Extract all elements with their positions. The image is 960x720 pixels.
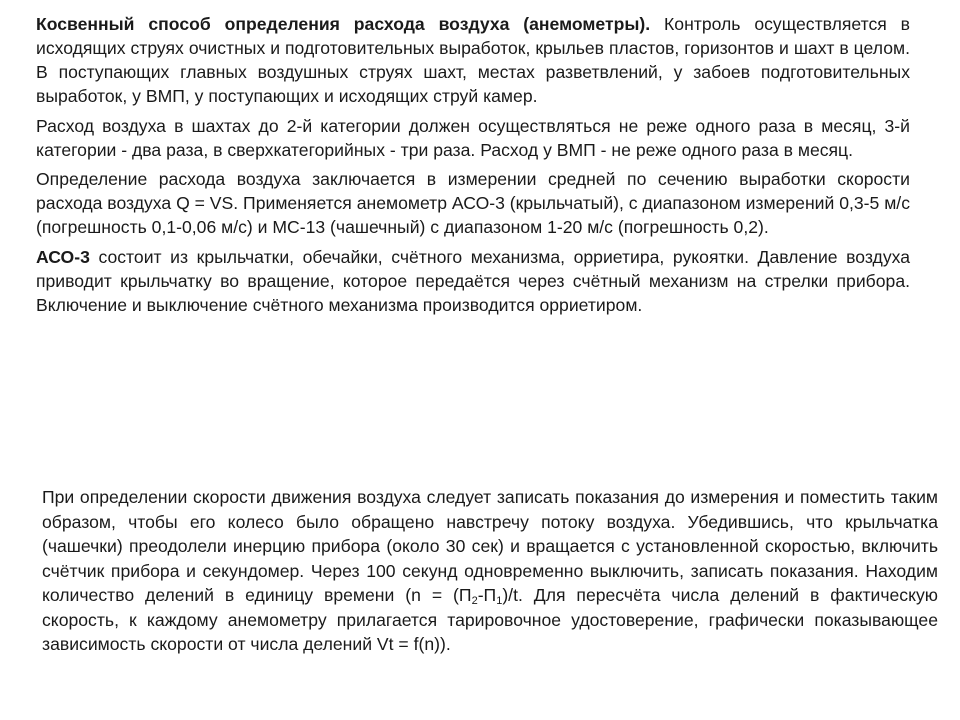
formula-minus: -П	[477, 585, 497, 605]
paragraph-measurement: Определение расхода воздуха заключается в измерении средней по сечению выработки скорости расхода воздуха Q = VS. Применяется анемометр АСО-3 (крыльчатый), с диапазоном измерений 0,3-5 м/с (погрешность 0,1-0,06 м/с) и МС-13 (чашечный) с диапазоном 1-20 м/с (погрешность 0,2).	[36, 169, 910, 238]
paragraph-text: состоит из крыльчатки, обечайки, счётного механизма, орриетира, рукоятки. Давление воздуха приводит крыльчатку во вращение, которое передаётся через счётный механизм на стрелки прибора. Включение и выключение счётного механизма производится орриетиром.	[36, 247, 911, 315]
paragraph-title: Косвенный способ определения расхода воздуха (анемометры).	[36, 14, 651, 34]
term-aso3: АСО-3	[36, 247, 90, 268]
lower-text-block	[42, 485, 938, 657]
paragraph-procedure	[42, 485, 938, 657]
paragraph-text: Контроль осуществляется в исходящих струях очистных и подготовительных выработок, крыльев пластов, горизонтов и шахт в целом. В поступающих главных воздушных струях шахт, местах разветвлений, у забоев подготовительных выработок, у ВМП, у поступающих и исходящих струй камер.	[36, 14, 911, 106]
subscript-p1: 1	[496, 595, 503, 607]
subscript-p2: 2	[471, 595, 478, 607]
procedure-text-end: )/t. Для пересчёта числа делений в фактическую скорость, к каждому анемометру прилагается тарировочное удостоверение, графически показывающее зависимость скорости от числа делений Vt = f(n)).	[42, 585, 938, 654]
procedure-text: При определении скорости движения воздуха следует записать показания до измерения и поместить таким образом, чтобы его колесо было обращено навстречу потоку воздуха. Убедившись, что крыльчатка (чашечки) преодолели инерцию прибора (около 30 сек) и вращается с установленной скоростью, включить счётчик прибора и секундомер. Через 100 секунд одновременно выключить, записать показания. Находим количество делений в единицу времени (n = (П	[42, 487, 938, 605]
paragraph-aso3	[36, 246, 910, 318]
paragraph-indirect-method	[36, 13, 910, 109]
upper-text-block	[36, 13, 910, 324]
paragraph-frequency: Расход воздуха в шахтах до 2-й категории должен осуществляться не реже одного раза в месяц, 3-й категории - два раза, в сверхкатегорийных - три раза. Расход у ВМП - не реже одного раза в месяц.	[36, 115, 910, 160]
